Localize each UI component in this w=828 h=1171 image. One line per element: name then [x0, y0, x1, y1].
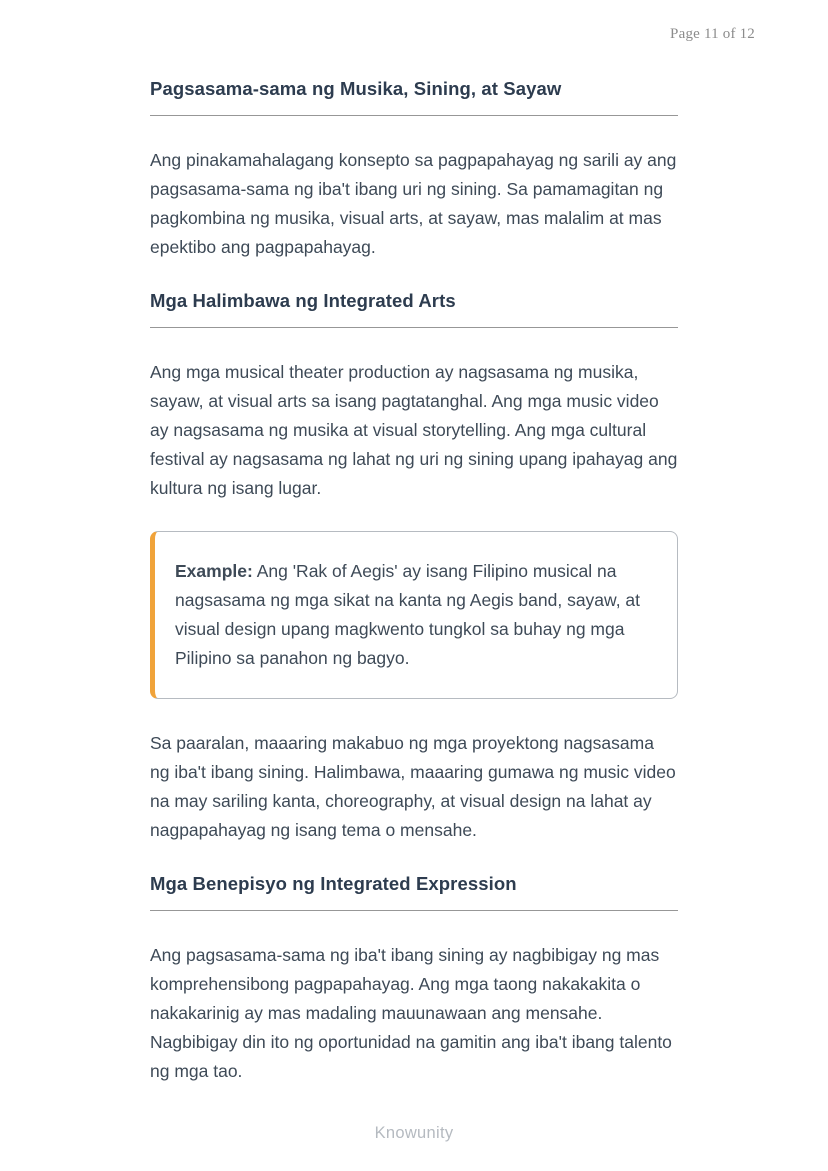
paragraph: Ang pagsasama-sama ng iba't ibang sining ay nagbibigay ng mas komprehensibong pagpapahayag. Ang mga taong nakakakita o nakakarinig ay mas madaling mauunawaan ang mensahe. Nagbibigay din ito ng oportunidad na gamitin ang iba't ibang talento ng mga tao.: [150, 945, 672, 1081]
example-paragraph: [175, 557, 653, 673]
paragraph: Ang pinakamahalagang konsepto sa pagpapahayag ng sarili ay ang pagsasama-sama ng iba't ibang uri ng sining. Sa pamamagitan ng pagkombina ng musika, visual arts, at sayaw, mas malalim at mas epektibo ang pagpapahayag.: [150, 150, 677, 257]
paragraph: Ang mga musical theater production ay nagsasama ng musika, sayaw, at visual arts sa isang pagtatanghal. Ang mga music video ay nagsasama ng musika at visual storytelling. Ang mga cultural festival ay nagsasama ng lahat ng uri ng sining upang ipahayag ang kultura ng isang lugar.: [150, 362, 678, 498]
section-title-benepisyo: Mga Benepisyo ng Integrated Expression: [150, 873, 678, 911]
example-label: Example:: [175, 561, 253, 581]
page-indicator: Page 11 of 12: [670, 26, 755, 42]
example-callout: [150, 531, 678, 699]
footer-brand: Knowunity: [374, 1124, 454, 1142]
section-title-pagsasama: Pagsasama-sama ng Musika, Sining, at Sayaw: [150, 78, 678, 116]
page-content: [150, 0, 678, 1114]
section-title-halimbawa: Mga Halimbawa ng Integrated Arts: [150, 290, 678, 328]
example-text: Ang 'Rak of Aegis' ay isang Filipino musical na nagsasama ng mga sikat na kanta ng Aegis band, sayaw, at visual design upang magkwento tungkol sa buhay ng mga Pilipino sa panahon ng bagyo.: [175, 561, 641, 668]
paragraph: Sa paaralan, maaaring makabuo ng mga proyektong nagsasama ng iba't ibang sining. Halimbawa, maaaring gumawa ng music video na may sariling kanta, choreography, at visual design na lahat ay nagpapahayag ng isang tema o mensahe.: [150, 733, 676, 840]
